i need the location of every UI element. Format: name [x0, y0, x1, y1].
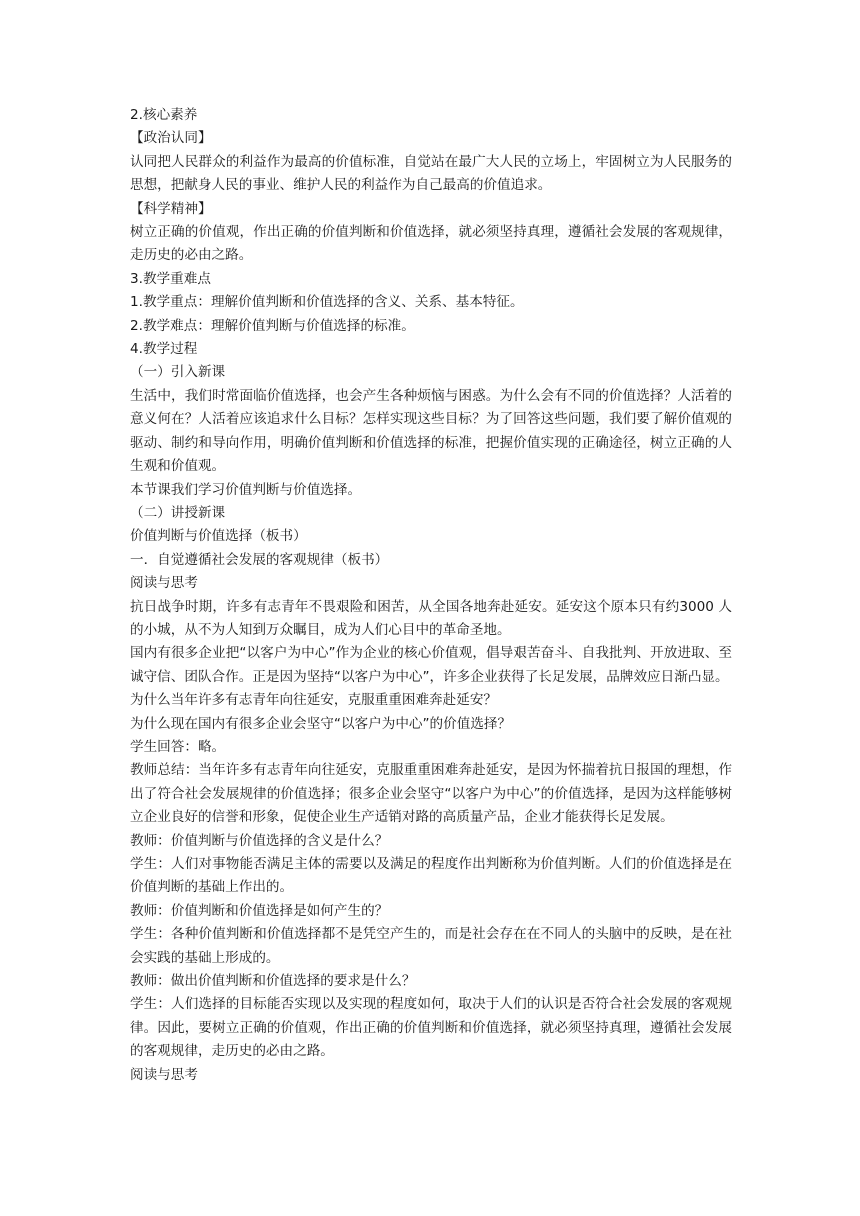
subheading-new-lesson: （二）讲授新课 — [130, 504, 226, 521]
heading-key-difficulties: 3.教学重难点 — [130, 270, 211, 287]
subheading-political-identity: 【政治认同】 — [130, 130, 212, 147]
list-item: 2.教学难点：理解价值判断与价值选择的标准。 — [130, 317, 415, 334]
subheading-intro: （一）引入新课 — [130, 364, 226, 381]
paragraph: 本节课我们学习价值判断与价值选择。 — [130, 481, 362, 498]
paragraph: 生活中，我们时常面临价值选择，也会产生各种烦恼与困惑。为什么会有不同的价值选择？人活着的意义何在？人活着应该追求什么目标？怎样实现这些目标？为了回答这些问题，我们要了解价值观的驱动、制约和导向作用，明确价值判断和价值选择的标准，把握价值实现的正确途径，树立正确的人生观和价值观。 — [130, 387, 732, 475]
paragraph: 学生：人们对事物能否满足主体的需要以及满足的程度作出判断称为价值判断。人们的价值选择是在价值判断的基础上作出的。 — [130, 856, 732, 896]
paragraph: 教师总结：当年许多有志青年向往延安，克服重重困难奔赴延安，是因为怀揣着抗日报国的理想，作出了符合社会发展规律的价值选择；很多企业会坚守“以客户为中心”的价值选择，是因为这样能够树立企业良好的信誉和形象，促使企业生产适销对路的高质量产品，企业才能获得长足发展。 — [130, 762, 732, 826]
document-page — [130, 104, 732, 1087]
paragraph: 学生：各种价值判断和价值选择都不是凭空产生的，而是社会存在在不同人的头脑中的反映，是在社会实践的基础上形成的。 — [130, 926, 732, 966]
paragraph: 为什么当年许多有志青年向往延安，克服重重困难奔赴延安？ — [130, 692, 498, 709]
paragraph: 一．自觉遵循社会发展的客观规律（板书） — [130, 551, 389, 568]
paragraph: 教师：做出价值判断和价值选择的要求是什么？ — [130, 973, 416, 990]
paragraph: 认同把人民群众的利益作为最高的价值标准，自觉站在最广大人民的立场上，牢固树立为人民服务的思想，把献身人民的事业、维护人民的利益作为自己最高的价值追求。 — [130, 153, 732, 194]
paragraph: 抗日战争时期，许多有志青年不畏艰险和困苦，从全国各地奔赴延安。延安这个原本只有约3000 人的小城，从不为人知到万众瞩目，成为人们心目中的革命圣地。 — [130, 598, 732, 638]
subheading-scientific-spirit: 【科学精神】 — [130, 200, 212, 217]
paragraph: 为什么现在国内有很多企业会坚守“以客户为中心”的价值选择？ — [130, 715, 512, 732]
paragraph: 教师：价值判断与价值选择的含义是什么？ — [130, 832, 389, 849]
paragraph: 树立正确的价值观，作出正确的价值判断和价值选择，就必须坚持真理，遵循社会发展的客观规律，走历史的必由之路。 — [130, 224, 732, 264]
heading-core-literacy: 2.核心素养 — [130, 107, 198, 123]
subheading-reading: 阅读与思考 — [130, 575, 198, 592]
paragraph: 学生回答：略。 — [130, 738, 226, 755]
list-item: 1.教学重点：理解价值判断和价值选择的含义、关系、基本特征。 — [130, 294, 524, 311]
heading-teaching-process: 4.教学过程 — [130, 341, 198, 358]
paragraph: 教师：价值判断和价值选择是如何产生的？ — [130, 902, 389, 919]
paragraph: 学生：人们选择的目标能否实现以及实现的程度如何，取决于人们的认识是否符合社会发展的客观规律。因此，要树立正确的价值观，作出正确的价值判断和价值选择，就必须坚持真理，遵循社会发展的客观规律，走历史的必由之路。 — [130, 996, 732, 1060]
subheading-reading: 阅读与思考 — [130, 1066, 198, 1083]
paragraph: 价值判断与价值选择（板书） — [130, 528, 307, 545]
paragraph: 国内有很多企业把“以客户为中心”作为企业的核心价值观，倡导艰苦奋斗、自我批判、开放进取、至诚守信、团队合作。正是因为坚持“以客户为中心”，许多企业获得了长足发展，品牌效应日渐凸显。 — [130, 645, 732, 685]
